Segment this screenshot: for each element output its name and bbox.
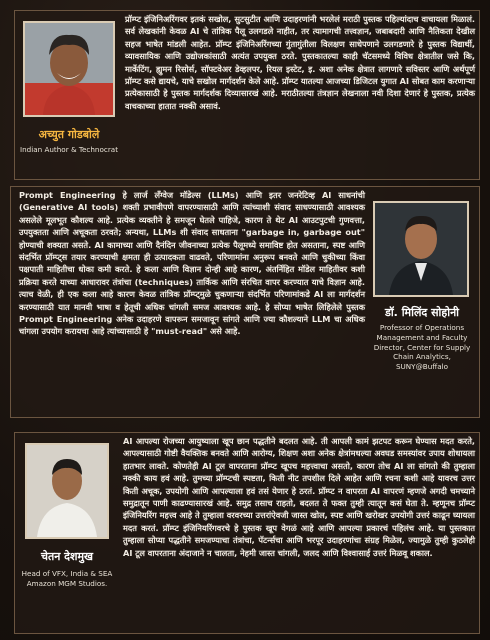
review-card-1	[14, 10, 480, 180]
review-text-3: AI आपल्या रोजच्या आयुष्याला खूप छान पद्धतीने बदलत आहे. ती आपली कामं झटपट करून घेण्यास मदत करते, आपल्यासाठी गोष्टी वैयक्तिक बनवते आणि आरोग्य, शिक्षण अशा अनेक क्षेत्रांमधल्या अवघड समस्यांवर उपाय शोधायला हातभार लावते. कोणतेही AI टूल वापरताना प्रॉम्प्ट खूपच महत्त्वाचा असतो, कारण तोच AI ला सांगतो की तुम्हाला नक्की काय हवं आहे. तुमच्या प्रॉम्प्टची स्पष्टता, किती नीट तपशील दिले आहेत आणि रचना कशी आहे यावरच उत्तर किती अचूक, उपयोगी आणि आपल्याला हवं तसं येणार हे ठरतं. प्रॉम्प्ट न वापरता AI वापरणं म्हणजे अगदी चमच्याने समुद्रातून पाणी काढण्यासारखं आहे. समुद्र तसाच राहतो, बदलत ते फक्त तुम्ही त्यातून कसं घेता ते. म्हणूनच प्रॉम्प्ट इंजिनियरिंग महत्त्व आहे ते तुम्हाला वरवरच्या उत्तरांऐवजी जास्त खोल, स्पष्ट आणि खरोखर उपयोगी उत्तरं काढून घ्यायला मदत करतं. प्रॉम्प्ट इंजिनियरिंगवरचे हे पुस्तक खूप वेगळं आहे आणि आपल्या प्रकारचं पहिलंच आहे. या पुस्तकात तुम्हाला सोप्या पद्धतीने समजण्याचा तंत्रांचा, पॅटर्न्सचा आणि भरपूर उदाहरणांचा संग्रह मिळेल, ज्यामुळे तुम्ही कुठलेही AI टूल वापरताना अंदाजाने न चालता, नेहमी जास्त चांगली, जलद आणि विश्वासार्ह उत्तरं मिळवू शकाल.	[123, 436, 475, 558]
author-photo-1	[23, 21, 115, 117]
reviewer-role-3: Head of VFX, India & SEA Amazon MGM Studios.	[21, 569, 113, 588]
review-card-2	[10, 186, 480, 418]
portrait-icon	[375, 203, 467, 295]
portrait-icon	[27, 445, 107, 537]
reviewer-role-2: Professor of Operations Management and Faculty Director, Center for Supply Chain Analytics, SUNY@Buffalo	[373, 323, 471, 372]
portrait-icon	[25, 23, 113, 115]
reviewer-role-1: Indian Author & Technocrat	[19, 145, 119, 154]
review-text-2: Prompt Engineering हे लार्ज लँग्वेज मॉडेल्स (LLMs) आणि इतर जनरेटिव्ह AI साधनांची (Generative AI tools) शक्ती प्रभावीपणे वापरण्यासाठी आणि त्यांच्याशी संवाद साधण्यासाठी आवश्यक असलेले मूलभूत कौशल्य आहे. प्रत्येक व्यक्तीने हे समजून घेतले पाहिजे, कारण ते थेट AI आउटपुटची गुणवत्ता, उपयुक्तता आणि अचूकता ठरवते; अन्यथा, LLMs शी संवाद साधताना "garbage in, garbage out" होण्याची शक्यता असते. AI कामाच्या आणि दैनंदिन जीवनाच्या प्रत्येक पैलूमध्ये समाविष्ट होत असताना, स्पष्ट आणि संदर्भित प्रॉम्प्ट्स तयार करण्याची क्षमता ही उत्पादकता वाढवते, परिणामांना अनुरूप बनवते आणि चुकीच्या किंवा पक्षपाती माहितीचा धोका कमी करते. हे कला आणि विज्ञान दोन्ही आहे कारण, अंतर्निहित मॉडेल माहितीवर कशी प्रक्रिया करते याच्या आधारावर तंत्रांचा (techniques) तार्किक आणि संरचित वापर करण्यात याचे विज्ञान आहे. त्याच वेळी, ही एक कला आहे कारण केवळ तांत्रिक प्रॉम्प्ट्मुळे चुकणाऱ्या संदर्भित परिणामांकडे AI ला मार्गदर्शन करण्यासाठी यात मानवी भाषा व हेतूची अधिक चांगली समज आवश्यक आहे. हे सोप्या भाषेत लिहिलेले पुस्तक Prompt Engineering अनेक उदाहरणे वापरून समजावून सांगते आणि ज्या कौशल्याने LLM चा अधिक चांगला उपयोग करायचा आहे त्यांच्यासाठी हे "must-read" असे आहे.	[19, 190, 365, 337]
review-card-3	[14, 432, 480, 634]
review-text-1: प्रॉम्प्ट इंजिनिअरिंगवर इतकं सखोल, सुटसुटीत आणि उदाहरणांनी भरलेलं मराठी पुस्तक पहिल्यांदाच वाचायला मिळालं. सर्व लेखकांनी केवळ AI चे तांत्रिक पैलू उलगडले नाहीत, तर त्यामागची तत्त्वज्ञान, जबाबदारी आणि नैतिकता देखील सहज भाषेत मांडली आहेत. प्रॉम्प्ट इंजिनिअरिंगच्या गुंतागुंतीला विलक्षण साधेपणाने उलगडणारे हे पुस्तक विद्यार्थी, व्यावसायिक आणि उद्योजकांसाठी अत्यंत उपयुक्त ठरते. पुस्तकातल्या काही चॅटसमध्ये विविध क्षेत्रातील जसे कि, मार्केटिंग, ह्युमन रिसोर्स, सॉफ्टवेअर डेव्हलपर, रियल इस्टेट, इ. अशा अनेक क्षेत्रात लागणारे सविस्तर आणि अर्थपूर्ण प्रॉम्प्ट कसे द्यायचे, याचे सखोल मार्गदर्शन केले आहे. प्रॉम्प्ट यातल्या आजच्या डिजिटल युगात AI सोबत काम करणाऱ्या प्रत्येकासाठी हे पुस्तक मार्गदर्शक दिव्यासारखं आहे. मराठीतल्या तंत्रज्ञान लेखनाला नवी दिशा देणारं हे पुस्तक, प्रत्येक वाचकाच्या हातात नक्की असावं.	[125, 14, 475, 111]
author-photo-3	[25, 443, 109, 539]
author-photo-2	[373, 201, 469, 297]
reviewer-name-2: डॉ. मिलिंद सोहोनी	[384, 306, 460, 319]
reviewer-name-1: अच्युत गोडबोले	[38, 128, 100, 141]
reviewer-name-3: चेतन देशमुख	[40, 550, 94, 563]
